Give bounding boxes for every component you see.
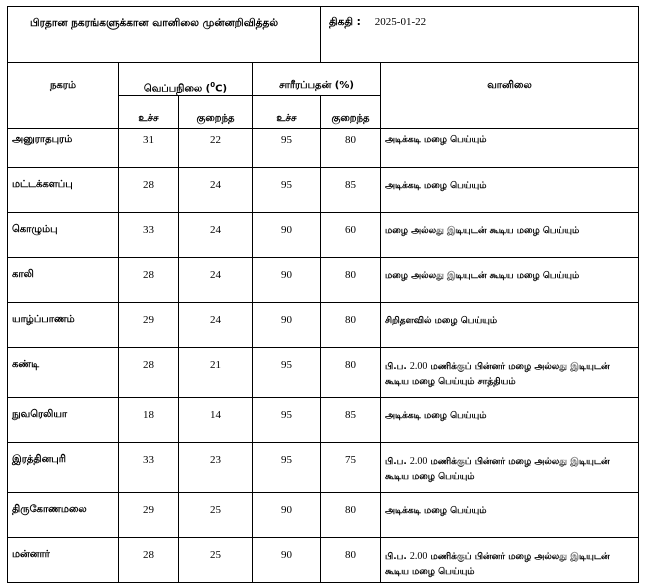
city-name: மட்டக்களப்பு <box>8 168 119 213</box>
temp-min: 24 <box>179 303 253 348</box>
temp-max: 29 <box>119 493 179 538</box>
header-temp-max: உச்ச <box>119 96 179 129</box>
city-name: காலி <box>8 258 119 303</box>
header-humidity: சாரீரப்பதன் (%) <box>253 63 381 96</box>
table-row <box>8 398 639 443</box>
date-cell <box>321 7 639 63</box>
temp-min: 23 <box>179 443 253 493</box>
weather-condition-rest: மணிக்குப் பின்னர் மழை அல்லது இடியுடன் கூடிய மழை பெய்யும் <box>385 552 610 578</box>
temp-max: 33 <box>119 213 179 258</box>
weather-condition: மழை அல்லது இடியுடன் கூடிய மழை பெய்யும் <box>381 213 639 258</box>
header-hum-max: உச்ச <box>253 96 321 129</box>
humidity-min: 60 <box>321 213 381 258</box>
weather-condition: அடிக்கடி மழை பெய்யும் <box>381 129 639 168</box>
temp-max: 18 <box>119 398 179 443</box>
table-row <box>8 348 639 398</box>
forecast-table <box>7 6 639 583</box>
header-temp-min: குறைந்த <box>179 96 253 129</box>
humidity-max: 90 <box>253 258 321 303</box>
weather-condition: அடிக்கடி மழை பெய்யும் <box>381 168 639 213</box>
weather-condition-prefix: பி.ப. <box>385 362 407 373</box>
weather-condition: சிறிதளவில் மழை பெய்யும் <box>381 303 639 348</box>
city-name: நுவரெலியா <box>8 398 119 443</box>
city-name: கொழும்பு <box>8 213 119 258</box>
humidity-min: 80 <box>321 129 381 168</box>
table-row <box>8 538 639 583</box>
weather-condition <box>381 348 639 398</box>
temp-min: 22 <box>179 129 253 168</box>
humidity-max: 95 <box>253 129 321 168</box>
weather-condition-time: 2.00 <box>409 361 428 373</box>
humidity-max: 90 <box>253 213 321 258</box>
temp-min: 14 <box>179 398 253 443</box>
table-row <box>8 213 639 258</box>
header-temperature-text: வெப்பநிலை ( <box>143 83 211 95</box>
table-row <box>8 258 639 303</box>
table-row <box>8 443 639 493</box>
weather-condition-time: 2.00 <box>409 551 428 563</box>
humidity-max: 90 <box>253 538 321 583</box>
city-name: மன்னார் <box>8 538 119 583</box>
weather-condition-rest: மணிக்குப் பின்னர் மழை அல்லது இடியுடன் கூடிய மழை பெய்யும் சாத்தியம் <box>385 362 610 388</box>
weather-condition: மழை அல்லது இடியுடன் கூடிய மழை பெய்யும் <box>381 258 639 303</box>
humidity-min: 80 <box>321 493 381 538</box>
temp-max: 28 <box>119 348 179 398</box>
table-row <box>8 129 639 168</box>
temp-max: 28 <box>119 168 179 213</box>
temp-min: 24 <box>179 258 253 303</box>
humidity-max: 95 <box>253 348 321 398</box>
header-row <box>8 63 639 96</box>
table-row <box>8 303 639 348</box>
humidity-max: 95 <box>253 443 321 493</box>
city-name: இரத்தினபுரி <box>8 443 119 493</box>
table-row <box>8 493 639 538</box>
header-temperature <box>119 63 253 96</box>
weather-condition: அடிக்கடி மழை பெய்யும் <box>381 493 639 538</box>
temp-min: 24 <box>179 213 253 258</box>
page-title: பிரதான நகரங்களுக்கான வானிலை முன்னறிவித்தல் <box>8 7 321 63</box>
humidity-min: 75 <box>321 443 381 493</box>
header-hum-min: குறைந்த <box>321 96 381 129</box>
header-city: நகரம் <box>8 63 119 129</box>
temp-max: 31 <box>119 129 179 168</box>
date-label: திகதி : <box>329 16 361 28</box>
temp-max: 33 <box>119 443 179 493</box>
table-row <box>8 168 639 213</box>
humidity-min: 85 <box>321 168 381 213</box>
city-name: கண்டி <box>8 348 119 398</box>
city-name: யாழ்ப்பாணம் <box>8 303 119 348</box>
temp-max: 28 <box>119 258 179 303</box>
humidity-min: 80 <box>321 348 381 398</box>
weather-condition-prefix: பி.ப. <box>385 457 407 468</box>
forecast-sheet <box>7 6 638 583</box>
weather-condition <box>381 443 639 493</box>
humidity-max: 95 <box>253 398 321 443</box>
weather-condition-time: 2.00 <box>409 456 428 468</box>
humidity-min: 80 <box>321 538 381 583</box>
city-name: அனுராதபுரம் <box>8 129 119 168</box>
weather-condition-rest: மணிக்குப் பின்னர் மழை அல்லது இடியுடன் கூடிய மழை பெய்யும் <box>385 457 610 483</box>
weather-condition-prefix: பி.ப. <box>385 552 407 563</box>
humidity-max: 90 <box>253 303 321 348</box>
title-row <box>8 7 639 63</box>
temp-min: 24 <box>179 168 253 213</box>
header-weather: வானிலை <box>381 63 639 129</box>
temp-min: 25 <box>179 493 253 538</box>
city-name: திருகோணமலை <box>8 493 119 538</box>
humidity-min: 80 <box>321 258 381 303</box>
temp-min: 21 <box>179 348 253 398</box>
humidity-max: 90 <box>253 493 321 538</box>
humidity-min: 80 <box>321 303 381 348</box>
header-temperature-sup: 0 <box>210 81 216 89</box>
temp-max: 29 <box>119 303 179 348</box>
weather-condition: அடிக்கடி மழை பெய்யும் <box>381 398 639 443</box>
weather-condition <box>381 538 639 583</box>
temp-min: 25 <box>179 538 253 583</box>
date-value: 2025-01-22 <box>374 16 427 28</box>
humidity-min: 85 <box>321 398 381 443</box>
temp-max: 28 <box>119 538 179 583</box>
header-temperature-unit: C) <box>215 83 228 95</box>
humidity-max: 95 <box>253 168 321 213</box>
